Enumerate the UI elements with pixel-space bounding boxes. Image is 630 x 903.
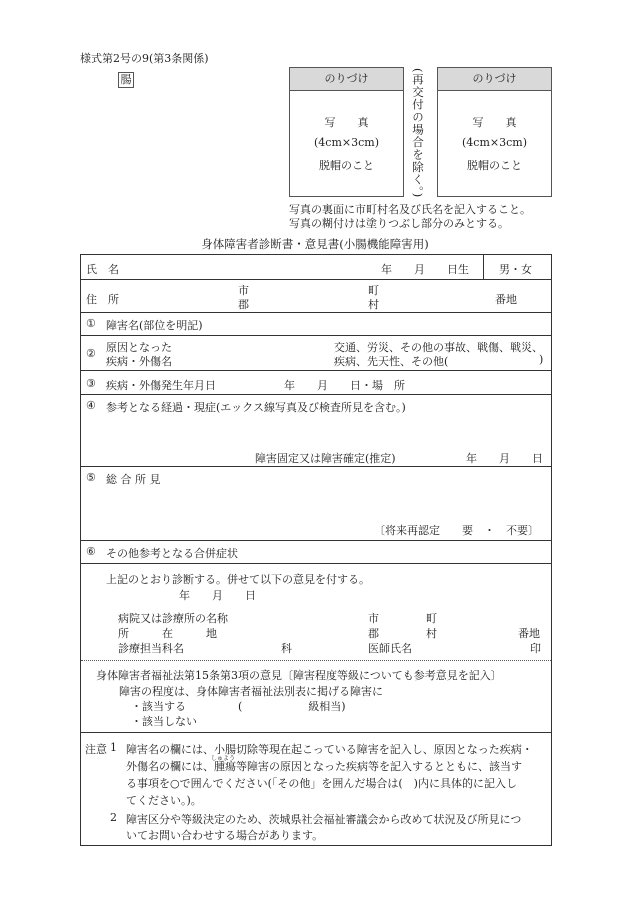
notes-label: 注意 <box>85 743 107 756</box>
photo-box-left <box>289 67 404 197</box>
address-mura: 村 <box>368 298 379 311</box>
cert-banchi: 番地 <box>518 627 540 640</box>
note1-line1: 障害名の欄には、小腸切除等現在起こっている障害を記入し、原因となった疾病・ <box>126 743 533 756</box>
row6-label: その他参考となる合併症状 <box>106 547 238 560</box>
note2-line1: 障害区分や等級決定のため、茨城県社会福祉審議会から改めて状況及び所見につ <box>126 813 522 826</box>
row3-num: ③ <box>86 377 96 390</box>
seal-mark: 印 <box>530 642 541 655</box>
diagnosis-form <box>80 254 552 846</box>
row2-options1[interactable]: 交通、労災、その他の事故、戦傷、戦災、 <box>334 341 543 354</box>
doctor-label: 医師氏名 <box>368 642 412 655</box>
cert-shi: 市 <box>368 612 379 625</box>
photo-note: 脱帽のこと <box>467 159 522 172</box>
row3-date: 年 月 日・場 所 <box>284 379 405 392</box>
photo-header: のりづけ <box>290 68 403 91</box>
row1-label: 障害名(部位を明記) <box>106 319 203 332</box>
row6-num: ⑥ <box>86 545 96 558</box>
row5-num: ⑤ <box>86 471 96 484</box>
note2-line2: いてお問い合わせする場合があります。 <box>126 829 324 842</box>
stamp-box: 腸 <box>118 72 134 88</box>
photo-label: 写 真 <box>324 116 369 129</box>
note2-num: 2 <box>110 811 117 824</box>
grade-field[interactable]: ( 級相当) <box>238 700 346 713</box>
note1-num: 1 <box>110 741 117 754</box>
name-label: 氏 名 <box>86 263 119 276</box>
sex-field[interactable]: 男・女 <box>499 263 532 276</box>
row2-options2[interactable]: 疾病、先天性、その他( <box>334 355 449 368</box>
row3-label: 疾病・外傷発生年月日 <box>106 379 216 392</box>
dept-ka: 科 <box>281 642 292 655</box>
photo-instruction-1: 写真の裏面に市町村名及び氏名を記入すること。 <box>289 203 531 216</box>
address-machi: 町 <box>368 284 379 297</box>
photo-box-right <box>437 67 552 197</box>
form-number: 様式第2号の9(第3条関係) <box>80 52 209 65</box>
certify-line: 上記のとおり診断する。併せて以下の意見を付する。 <box>106 573 370 586</box>
reissue-note: (再交付の場合を除く。) <box>411 68 425 199</box>
photo-note: 脱帽のこと <box>319 159 374 172</box>
cert-machi: 町 <box>426 612 437 625</box>
recheck-field[interactable]: 〔将来再認定 要 ・ 不要〕 <box>374 524 539 537</box>
row2-num: ② <box>86 347 96 360</box>
row4-fixed: 障害固定又は障害確定(推定) <box>255 452 396 465</box>
row4-label: 参考となる経過・現症(エックス線写真及び検査所見を含む。) <box>106 401 406 414</box>
opinion-title: 身体障害者福祉法第15条第3項の意見〔障害程度等級についても参考意見を記入〕 <box>96 669 502 682</box>
cert-gun: 郡 <box>368 627 379 640</box>
birth-date: 年 月 日生 <box>381 263 469 276</box>
opinion-line: 障害の程度は、身体障害者福祉法別表に掲げる障害に <box>119 685 383 698</box>
row2-options-close: ) <box>539 353 544 366</box>
row2-label2: 疾病・外傷名 <box>106 355 172 368</box>
photo-instruction-2: 写真の糊付けは塗りつぶし部分のみとする。 <box>289 217 509 230</box>
row4-date: 年 月 日 <box>466 452 543 465</box>
note1-line4: てください。)。 <box>126 794 202 807</box>
photo-size: (4cm×3cm) <box>314 136 379 149</box>
photo-label: 写 真 <box>472 116 517 129</box>
row5-label: 総 合 所 見 <box>106 473 161 486</box>
ruby-reading: しゅよう <box>211 755 236 762</box>
address-gun: 郡 <box>238 298 249 311</box>
option-not-applies[interactable]: ・該当しない <box>131 715 197 728</box>
photo-size: (4cm×3cm) <box>462 136 527 149</box>
note1-line3: る事項を○で囲んでください(「その他」を囲んだ場合は( )内に具体的に記入し <box>126 777 517 790</box>
option-applies[interactable]: ・該当する <box>131 700 186 713</box>
row1-num: ① <box>86 317 96 330</box>
address-banchi: 番地 <box>495 293 517 306</box>
photo-header: のりづけ <box>438 68 551 91</box>
location-label: 所 在 地 <box>118 627 217 640</box>
row2-label1: 原因となった <box>106 341 172 354</box>
dept-label: 診療担当科名 <box>118 642 184 655</box>
address-label: 住 所 <box>86 293 119 306</box>
form-title: 身体障害者診断書・意見書(小腸機能障害用) <box>201 237 429 251</box>
hospital-label: 病院又は診療所の名称 <box>118 612 228 625</box>
certify-date: 年 月 日 <box>179 589 256 602</box>
cert-mura: 村 <box>426 627 437 640</box>
note1-line2: 外傷名の欄には、腫瘍等障害の原因となった疾病等を記入するとともに、該当す <box>126 760 522 773</box>
address-shi: 市 <box>238 284 249 297</box>
row4-num: ④ <box>86 399 96 412</box>
